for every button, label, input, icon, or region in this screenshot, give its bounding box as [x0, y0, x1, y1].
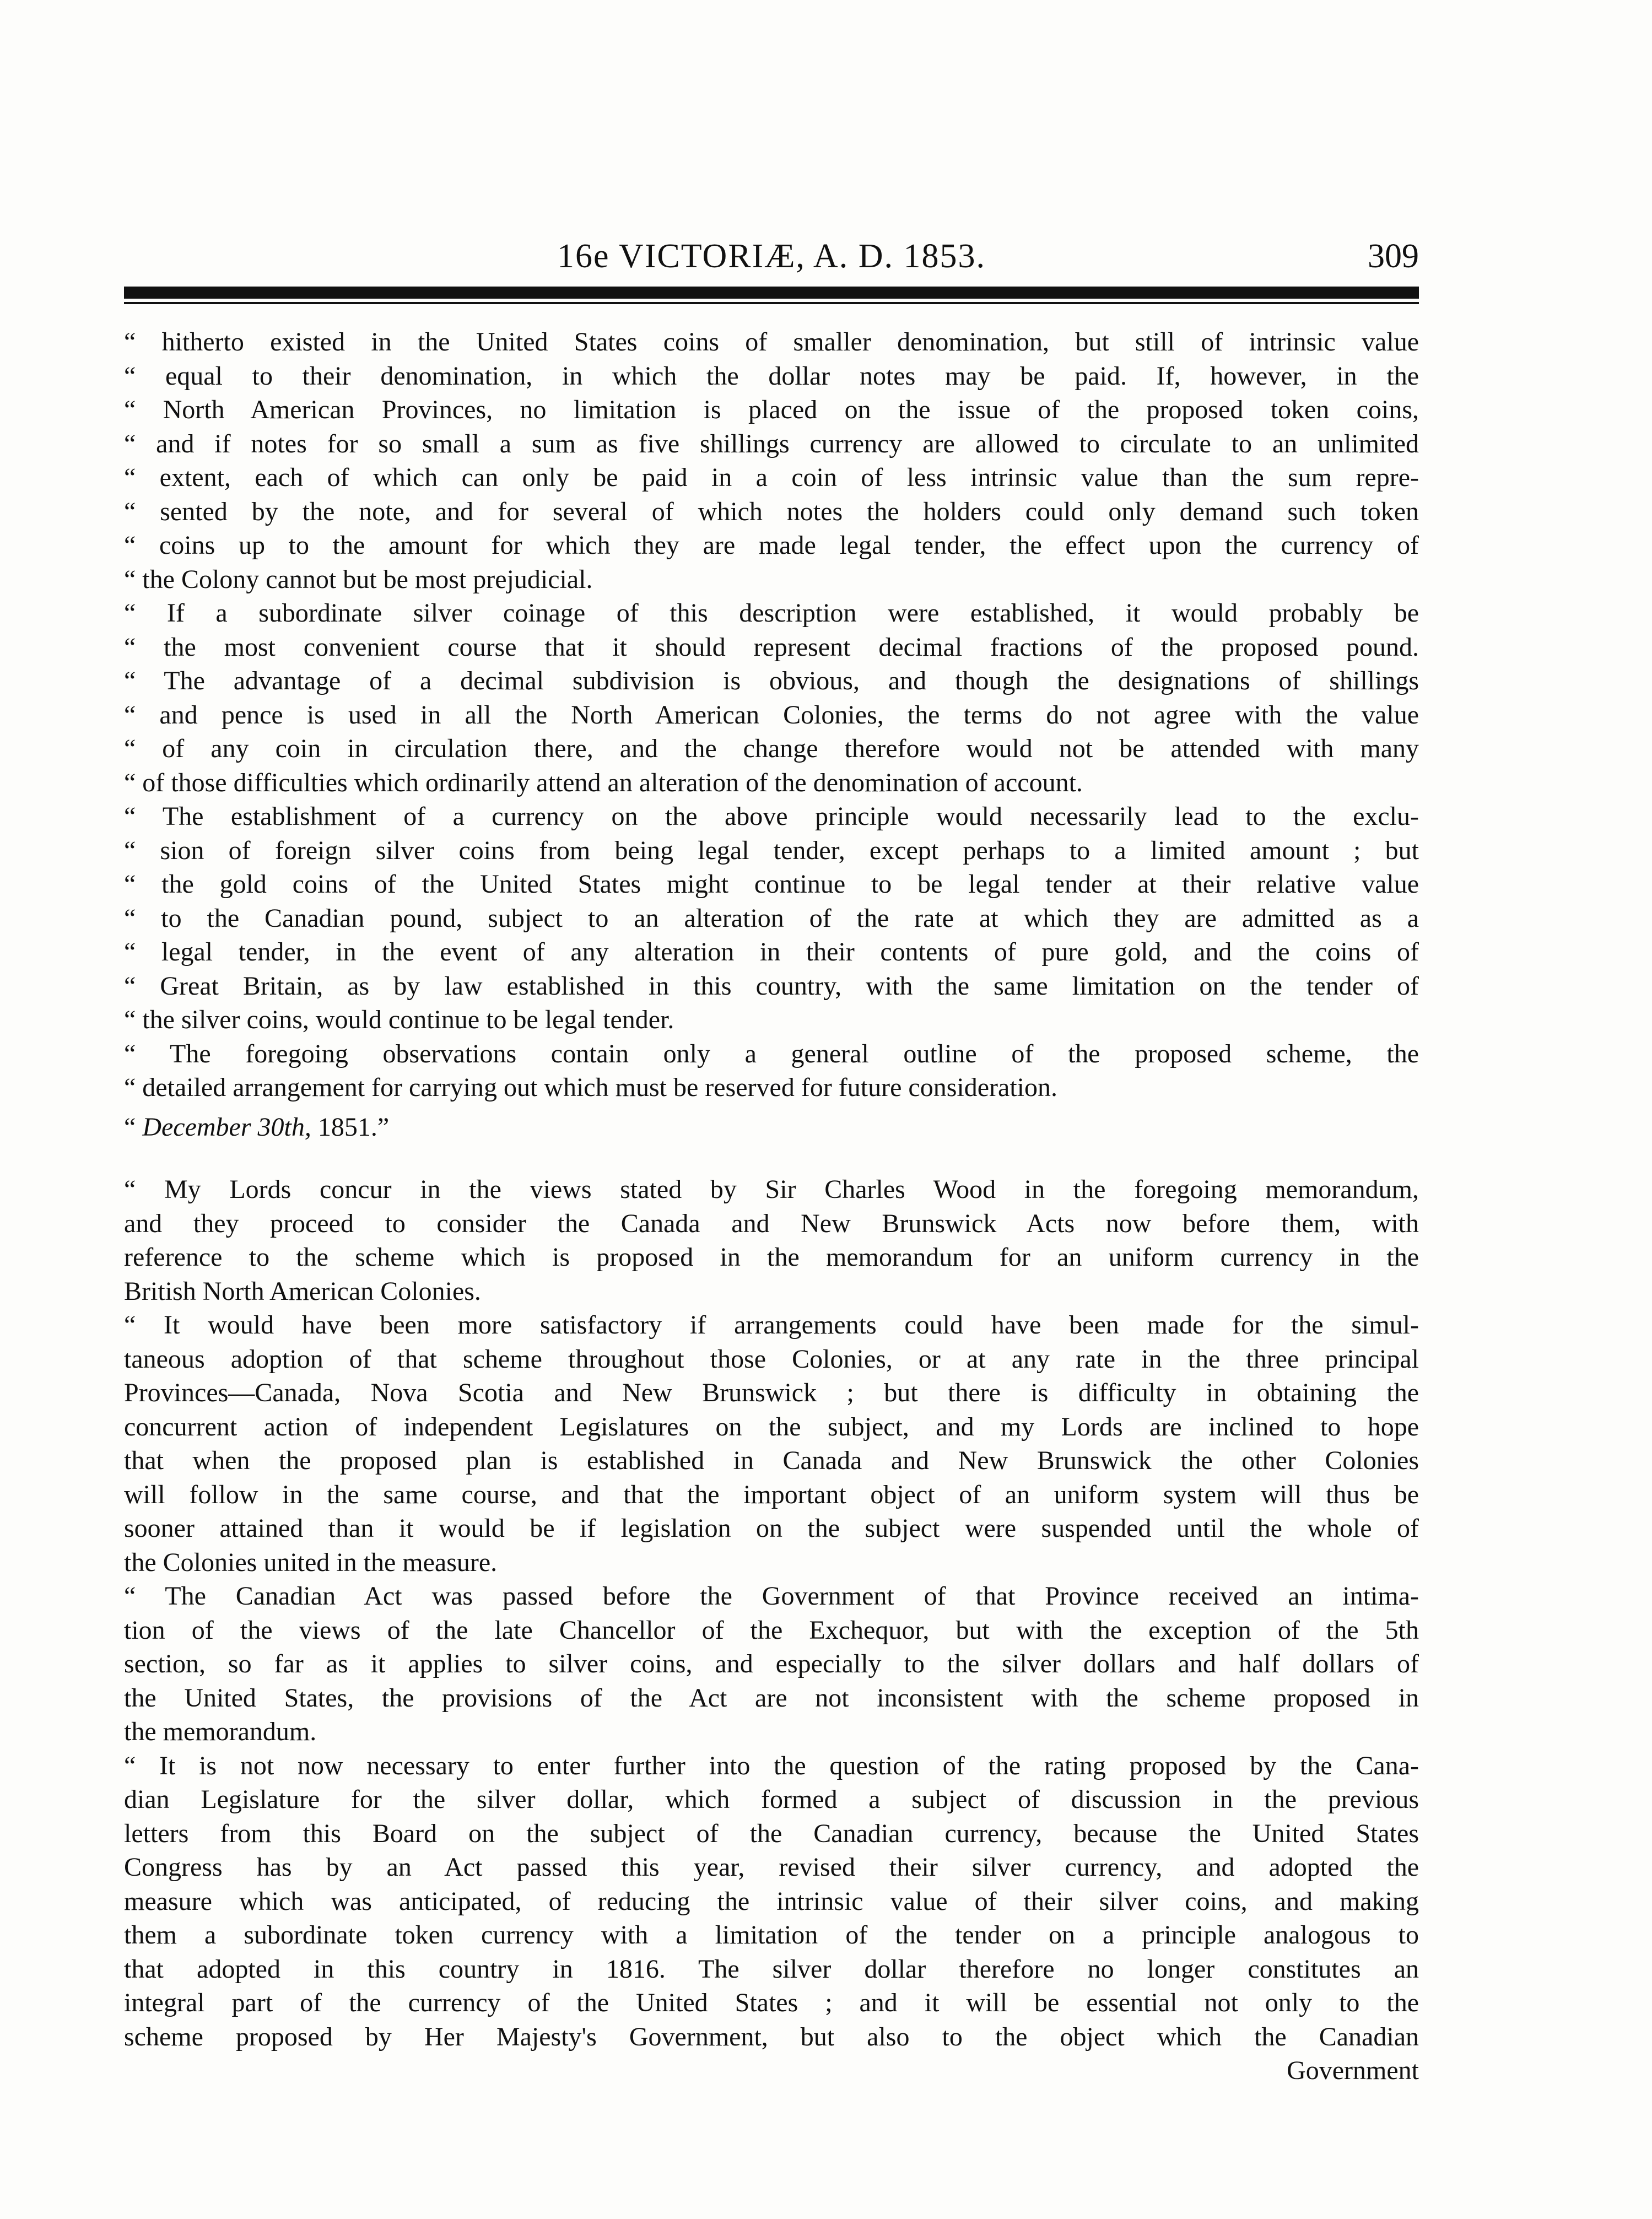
text-line: “ the silver coins, would continue to be legal tender.	[124, 1005, 674, 1034]
text-line: “ coins up to the amount for which they are made legal tender, the effect upon the currency of	[124, 531, 1419, 560]
text-line: “ and if notes for so small a sum as five shillings currency are allowed to circulate to an unlimited	[124, 429, 1419, 458]
text-line: section, so far as it applies to silver coins, and especially to the silver dollars and half dollars of	[124, 1649, 1419, 1678]
text-line: “ Great Britain, as by law established in this country, with the same limitation on the tender of	[124, 971, 1419, 1001]
text-line: Provinces—Canada, Nova Scotia and New Brunswick ; but there is difficulty in obtaining the	[124, 1378, 1419, 1407]
text-line: “ The advantage of a decimal subdivision is obvious, and though the designations of shillings	[124, 666, 1419, 695]
text-line: the Colonies united in the measure.	[124, 1547, 498, 1577]
date-text: December 30th,	[142, 1112, 311, 1142]
text-line: “ extent, each of which can only be paid in a coin of less intrinsic value than the sum repre-	[124, 463, 1419, 492]
text-line: “ the gold coins of the United States might continue to be legal tender at their relative value	[124, 870, 1419, 899]
text-line: “ hitherto existed in the United States coins of smaller denomination, but still of intrinsic value	[124, 327, 1419, 357]
text-line: “ If a subordinate silver coinage of this description were established, it would probably be	[124, 598, 1419, 628]
text-line: “ My Lords concur in the views stated by Sir Charles Wood in the foregoing memorandum,	[124, 1175, 1419, 1204]
section-gap	[124, 1144, 1419, 1173]
text-line: integral part of the currency of the United States ; and it will be essential not only to the	[124, 1988, 1419, 2017]
text-line: “ sented by the note, and for several of which notes the holders could only demand such token	[124, 496, 1419, 526]
text-line: “ It would have been more satisfactory if arrangements could have been made for the simul-	[124, 1310, 1419, 1340]
header-rule	[124, 287, 1419, 299]
text-line: “ The foregoing observations contain only a general outline of the proposed scheme, the	[124, 1039, 1419, 1068]
paragraph	[124, 1308, 1419, 1579]
text-line: and they proceed to consider the Canada and New Brunswick Acts now before them, with	[124, 1208, 1419, 1238]
text-line: “ to the Canadian pound, subject to an alteration of the rate at which they are admitted as a	[124, 903, 1419, 933]
date-year: 1851.”	[311, 1112, 390, 1142]
running-head	[124, 234, 1419, 278]
text-line: “ of any coin in circulation there, and the change therefore would not be attended with many	[124, 734, 1419, 763]
text-line: “ The Canadian Act was passed before the Government of that Province received an intima-	[124, 1581, 1419, 1611]
text-line: “ The establishment of a currency on the above principle would necessarily lead to the exclu-	[124, 802, 1419, 831]
paragraph	[124, 1749, 1419, 2054]
text-line: them a subordinate token currency with a limitation of the tender on a principle analogous to	[124, 1920, 1419, 1950]
text-line: “ and pence is used in all the North American Colonies, the terms do not agree with the value	[124, 700, 1419, 730]
text-line: taneous adoption of that scheme throughout those Colonies, or at any rate in the three principal	[124, 1344, 1419, 1374]
paragraph	[124, 596, 1419, 800]
catchword: Government	[1287, 2056, 1419, 2085]
text-line: “ of those difficulties which ordinarily attend an alteration of the denomination of account.	[124, 768, 1083, 797]
text-line: “ legal tender, in the event of any alteration in their contents of pure gold, and the coins of	[124, 937, 1419, 967]
text-line: tion of the views of the late Chancellor of the Exchequor, but with the exception of the 5th	[124, 1615, 1419, 1645]
text-line: the memorandum.	[124, 1717, 317, 1746]
text-line: reference to the scheme which is proposed in the memorandum for an uniform currency in the	[124, 1243, 1419, 1272]
paragraph	[124, 1173, 1419, 1308]
text-line: “ the Colony cannot but be most prejudicial.	[124, 564, 593, 594]
date-quote: “	[124, 1112, 143, 1142]
text-line: British North American Colonies.	[124, 1276, 481, 1306]
paragraph	[124, 325, 1419, 596]
text-line: sooner attained than it would be if legislation on the subject were suspended until the whole of	[124, 1514, 1419, 1543]
text-line: “ detailed arrangement for carrying out which must be reserved for future consideration.	[124, 1073, 1057, 1102]
text-line: will follow in the same course, and that the important object of an uniform system will thus be	[124, 1480, 1419, 1509]
page-number: 309	[1368, 237, 1419, 275]
memorandum-date	[124, 1110, 1419, 1144]
text-line: dian Legislature for the silver dollar, which formed a subject of discussion in the previous	[124, 1785, 1419, 1814]
text-line: letters from this Board on the subject of the Canadian currency, because the United States	[124, 1818, 1419, 1848]
text-line: “ equal to their denomination, in which the dollar notes may be paid. If, however, in the	[124, 361, 1419, 391]
text-line: the United States, the provisions of the Act are not inconsistent with the scheme proposed in	[124, 1683, 1419, 1713]
body-text	[124, 325, 1419, 2088]
paragraph	[124, 1037, 1419, 1105]
text-line: “ the most convenient course that it should represent decimal fractions of the proposed pound.	[124, 632, 1419, 662]
text-line: scheme proposed by Her Majesty's Government, but also to the object which the Canadian	[124, 2022, 1419, 2051]
running-title: 16e VICTORIÆ, A. D. 1853.	[557, 237, 986, 275]
text-line: Congress has by an Act passed this year, revised their silver currency, and adopted the	[124, 1853, 1419, 1882]
paragraph	[124, 800, 1419, 1037]
text-line: “ sion of foreign silver coins from being legal tender, except perhaps to a limited amount ; but	[124, 835, 1419, 865]
header-rule-thin	[124, 302, 1419, 304]
text-line: measure which was anticipated, of reducing the intrinsic value of their silver coins, and making	[124, 1886, 1419, 1916]
text-line: concurrent action of independent Legislatures on the subject, and my Lords are inclined to hope	[124, 1412, 1419, 1441]
text-line: “ North American Provinces, no limitation is placed on the issue of the proposed token coins,	[124, 395, 1419, 424]
text-line: that adopted in this country in 1816. The silver dollar therefore no longer constitutes an	[124, 1954, 1419, 1984]
paragraph	[124, 1579, 1419, 1749]
text-line: that when the proposed plan is established in Canada and New Brunswick the other Colonies	[124, 1446, 1419, 1475]
text-line: “ It is not now necessary to enter further into the question of the rating proposed by the Cana-	[124, 1751, 1419, 1780]
